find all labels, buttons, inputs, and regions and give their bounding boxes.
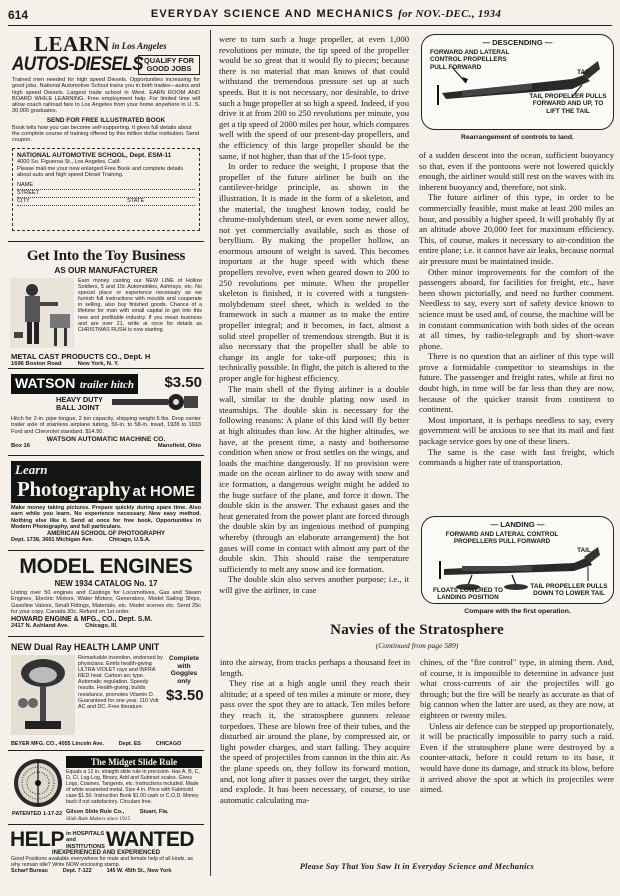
ad-help-body: Good Positions available everywhere for male and female help of all kinds, as why remain idle? Write NOW enclosing stamp.: [11, 856, 193, 868]
ad-autos-learn: LEARN: [34, 32, 111, 56]
navy-paragraph: They rise at a high angle until they reach their altitude; at a speed of ten miles a minute or more, they pass over the spot they are to attack. Ten miles before they reach it, the stratosphere gunners release torpedoes. These are blown free of their tubes, and the disturbed air around the plane, by compressed air, or light powder charges, and start falling. They acquire the speed of projectiles from cannon in the thin air. As the plane speeds on, they follow its forward motion, and, not long after it passes over the target, they strike and explode. It has been necessary, of course, to use automatic calculating ma-: [220, 678, 410, 805]
coupon-address: 4000 So. Figueroa St., Los Angeles, Calif.: [17, 158, 121, 165]
ad-autos-banner: [12, 32, 200, 74]
article-paragraph: In order to reduce the weight, I propose that the propeller of the future airliner be built on the cantilever-bridge principle, as shown in the illustration. It is made in the form of a skeleton, and the material, the toughest known today, could be chrome-molybdenum steel, or even some newer alloy, not yet commercially available, such as those of beryllium. By making the propeller hollow, an enormous amount of weight is saved. This becomes important at the huge speed with which these propellers revolve, even when geared down to 200 to 250 revolutions per minute. When the propeller skeleton is finished, it is covered with a tungsten-molybdenum steel sheet, which is welded to the framework in such a manner as to make the entire propeller integral; and it becomes, in fact, almost a solid steel propeller of tremendous strength. But it is also necessary that the propeller shall be able to change its angle for take-off purposes; this is technically possible. In flight, the pitch is altered to the proper angle for highest efficiency.: [219, 161, 409, 383]
coupon-fields: [17, 182, 195, 206]
coupon-field-state-label: STATE: [127, 197, 145, 204]
ad-slide-headline: The Midget Slide Rule: [66, 756, 202, 768]
ad-watson-feature1: HEAVY DUTY: [56, 395, 103, 404]
trailer-hitch-illustration: [110, 391, 200, 413]
ad-photography[interactable]: [8, 458, 204, 551]
ad-engines-address: 2417 N. Ashland Ave. Chicago, Ill.: [11, 623, 118, 630]
figure-descending: [421, 34, 614, 146]
page-number: 614: [8, 8, 29, 22]
ad-help-wanted[interactable]: [8, 827, 204, 876]
ad-autos-diesels[interactable]: [8, 30, 204, 242]
ad-health-lamp[interactable]: [8, 639, 204, 751]
ad-help-company: Scharf Bureau Dept. 7-122 145 W. 45th St., New York: [11, 868, 172, 874]
ad-autos-coupon[interactable]: [12, 148, 200, 231]
ad-slide-company: Gilson Slide Rule Co., Stuart, Fla.: [66, 809, 169, 815]
ad-autos-body2: Book tells how you can become self-supporting. It gives full details about the complete course of training offered by this million dollar institution. Send coupon.: [12, 124, 200, 144]
article-paragraph: The main shell of the flying airliner is a double wall, similar to the double plating now used in steamships. The double skin is necessary for the following reasons: A plane of this kind will fly better at high altitudes than low. At the higher altitudes, we have, at the present time, a nasty and bothersome condition when snow or frost settles on the wings, and loads the machine dangerously. If no provision were made on the ocean airliner to do away with snow and ice formation, a dangerous weight might be added to the huge surface of the plane, and force it down. The double skin is the answer. The exhaust gases and the heat generated from the power plant are forced through the double skin by an ingenious method of pumping whereby (through an elaborate arrangement) the hot gases will come in contact with almost any part of the double skin. This should raise the temperature sufficiently to melt any snow and ice formation.: [219, 383, 409, 574]
article-paragraph: There is no question that an airliner of this type will prove a formidable competitor to steamships in the future. The passenger and freight rates, while at first no doubt high, in time will be far less than they are now, because of the quicker transit from continent to continent.: [419, 351, 614, 415]
page-header: [8, 8, 612, 26]
ad-lamp-body: Remarkable invention, endorsed by physicians. Emits health-giving ULTRA VIOLET rays and INFRA RED heat. Carbon arc type. Automatic regulation. Speedy results. Health-giving, builds resistance, promotes Vitamin D. Guaranteed for one year. 110 Volt AC and DC. Free literature.: [78, 655, 163, 710]
navy-article-title: Navies of the Stratosphere: [330, 622, 504, 638]
navy-paragraph: Unless air defence can be stepped up proportionately, it will be practically impossible to parry such a raid. Even if the stratosphere plane were destroyed by a counter-attack, before it could return to its base, it would have done its damage, and struck its blow, before it arrived above the spot at which its projectiles were aimed.: [420, 720, 614, 795]
figure-landing-label-tail: TAIL: [577, 547, 591, 554]
ad-toy-headline: Get Into the Toy Business: [26, 248, 186, 264]
figure-landing-title: — LANDING —: [490, 520, 545, 529]
ad-watson-company: WATSON AUTOMATIC MACHINE CO.: [46, 435, 166, 443]
ad-toy-business[interactable]: [8, 244, 204, 369]
health-lamp-illustration: [11, 655, 75, 735]
ad-engines-company: HOWARD ENGINE & MFG., CO., Dept. S.M.: [11, 616, 153, 624]
ad-help-middle: in HOSPITALS and INSTITUTIONS: [66, 831, 105, 850]
figure-landing-caption: Compare with the first operation.: [464, 608, 571, 615]
article-paragraph: Most important, it is perhaps needless to say, every government will be anxious to see that its mail and fast package service goes by one of these liners.: [419, 414, 614, 447]
figure-descending-caption: Rearrangement of controls to land.: [461, 134, 574, 141]
ad-watson-brand: WATSON: [15, 375, 76, 391]
magazine-title: EVERYDAY SCIENCE AND MECHANICS: [150, 8, 394, 20]
ad-help-wanted: WANTED: [106, 828, 194, 851]
ad-help-help: HELP: [10, 828, 65, 851]
ad-photo-banner: [11, 461, 201, 503]
ad-photo-photography: Photography: [17, 477, 131, 501]
ad-toy-address: 1696 Boston Road New York, N. Y.: [11, 361, 119, 367]
ad-engines-body: Listing over 50 engines and Castings for Locomotives, Gas and Steam Engines, Electric Motors, Water Motors, Generators, Model Sailing Ships, Gasoline Valves, Small Fittings, Materials, etc. Model scenes etc. Send 25c for your copy. Canada 30c. Refund on 1st order.: [11, 590, 201, 615]
figure-landing-label-tail-prop: TAIL PROPELLER PULLS DOWN TO LOWER TAIL: [530, 583, 608, 598]
ad-slide-rule[interactable]: [8, 753, 204, 825]
navy-column-2: [420, 657, 614, 857]
article-paragraph: The same is the case with fast freight, which commands a higher rate of transportation.: [419, 446, 614, 468]
ad-photo-body: Make money taking pictures. Prepare quickly during spare time. Also earn while you learn. No experience necessary. New easy method. Nothing else like it. Send at once for free book, Opportunities in Modern Photography, and full particulars.: [11, 505, 201, 530]
ad-autos-in-la: in Los Angeles: [112, 41, 167, 51]
ad-lamp-price: $3.50: [166, 687, 204, 704]
figure-descending-label-tail: TAIL: [577, 69, 591, 76]
figure-landing-title-text: LANDING: [500, 520, 535, 529]
coupon-field-street-label: STREET: [17, 189, 40, 196]
article-column-1: [219, 34, 409, 602]
article-column-2: [419, 150, 614, 512]
ad-engines-headline: MODEL ENGINES: [19, 555, 193, 578]
figure-landing: [421, 516, 614, 618]
navy-column-1: [220, 657, 410, 857]
ad-model-engines[interactable]: [8, 553, 204, 637]
coupon-text: Please mail me your new enlarged Free Book and complete details about auto and high speed Diesel Training.: [17, 165, 184, 179]
coupon-field-name[interactable]: [17, 182, 195, 190]
coupon-field-city[interactable]: [17, 198, 195, 206]
ad-watson-box: Box 16: [11, 442, 31, 449]
ad-lamp-company: BEYER MFG. CO., 4055 Lincoln Ave. Dept. ES CHICAGO: [11, 741, 182, 747]
page-footer: Please Say That You Saw It in Everyday Science and Mechanics: [299, 862, 535, 871]
coupon-school: NATIONAL AUTOMOTIVE SCHOOL, Dept. ESM-11: [17, 151, 172, 159]
figure-descending-title: — DESCENDING —: [482, 38, 553, 47]
ad-photo-learn: Learn: [15, 462, 48, 477]
navy-paragraph: chines, of the "fire control" type, in aiming them. And, of course, it is impossible to determine in advance just what cross-currents of air the projectiles will go through; but the fire will be nearly as accurate as that of big cannon when the latter are used, as they are now, at eighteen or twenty miles.: [420, 657, 614, 720]
ad-watson-product: trailer hitch: [79, 379, 134, 391]
navy-paragraph: into the airway, from tracks perhaps a thousand feet in length.: [220, 657, 410, 678]
coupon-field-name-label: NAME: [17, 181, 34, 188]
article-paragraph: The double skin also serves another purpose; i.e., it will give the airliner, in case: [219, 574, 409, 595]
ad-column: [8, 30, 211, 876]
issue-date: for NOV.-DEC., 1934: [398, 8, 502, 20]
figure-descending-label-forward: FORWARD AND LATERAL CONTROL PROPELLERS PULL FORWARD: [430, 49, 510, 71]
article-paragraph: of a sudden descent into the ocean, sufficient buoyancy so that, even if the pontoons were not lowered quickly enough, the airliner would still rest on the waves with its inherent buoyancy and, therefore, not sink.: [419, 150, 614, 192]
figure-descending-title-text: DESCENDING: [492, 38, 543, 47]
ad-watson-feature2: BALL JOINT: [56, 403, 100, 412]
ad-slide-maker: Slide Rule Makers since 1915: [66, 816, 131, 822]
ad-toy-sub: AS OUR MANUFACTURER: [54, 266, 158, 275]
article-paragraph: were to turn such a huge propeller, at even 1,000 revolutions per minute, the tip speed of the propeller would be so great that it would fly to pieces; because there is no material that man knows of that could withstand the tremendous pressure set up at such speeds. But it is not necessary, nor desirable, to drive such a huge propeller at so high a speed. Indeed, if you drive it at from 200 to 250 revolutions per minute, you get a tip speed of 2000 miles per hour, which compares well with the speed of our present-day propellers, and the efficiency of this large propeller should be the same, if not higher, than that of the 15-foot type.: [219, 34, 409, 161]
ad-watson-body: Hitch for 2-in. pipe tongue, 2 ton capacity, shipping weight 6 lbs. Drop center trailer axle of stainless airplane tubing, 56-in. to 58-in. tread, 1928 to 1933 Ford and Chevrolet standard, $14.50.: [11, 416, 201, 435]
ad-photo-address: Dept. 1738, 3601 Michigan Ave. Chicago, U.S.A.: [11, 537, 151, 544]
figure-landing-frame: [421, 516, 614, 604]
figure-landing-label-floats: FLOATS LOWERED TO LANDING POSITION: [432, 587, 504, 602]
ad-lamp-headline: NEW Dual Ray HEALTH LAMP UNIT: [11, 642, 160, 652]
ad-photo-at-home: at HOME: [132, 483, 195, 500]
ad-engines-catalog: NEW 1934 CATALOG No. 17: [54, 579, 158, 588]
navy-continued-link[interactable]: (Continued from page 589): [375, 641, 459, 650]
ad-autos-brand: AUTOS-DIESELS: [12, 52, 144, 75]
figure-descending-label-tail-prop: TAIL PROPELLER PULLS FORWARD AND UP, TO LIFT THE TAIL: [529, 93, 607, 115]
ad-autos-body: Trained men needed for high speed Diesels. Opportunities increasing for good jobs. National Automotive School trains you in both trades—autos and high speed Diesels. Largest trade school in West. EARN ROOM AND BOARD WHILE LEARNING. Free employment help. For limited time will allow coach railroad fare to Los Angeles from your home anywhere in U. S. 30,000 graduates.: [12, 77, 200, 115]
ad-watson-hitch[interactable]: [8, 371, 204, 456]
ad-autos-send: SEND FOR FREE ILLUSTRATED BOOK: [46, 116, 166, 124]
ad-toy-company: METAL CAST PRODUCTS CO., Dept. H: [11, 352, 151, 361]
running-head: [40, 8, 612, 20]
figure-descending-frame: [421, 34, 614, 130]
ad-autos-badge: QUALIFY FOR GOOD JOBS: [138, 55, 200, 75]
coupon-field-city-label: CITY: [17, 197, 30, 204]
article-paragraph: Other minor improvements for the comfort of the passengers aboard, for facilities for freight, etc., have been shown pictorially, and need no further comment. Needless to say, every sort of safety device known to science must be used and, of course, the machine will be in constant communication with both sides of the ocean at all times, by radio-telegraph and by short-wave phone.: [419, 266, 614, 351]
ad-slide-body: Equals a 12 in. straight slide rule in precision. Has A, B, C, D, CI, Log-Log, Binary, Add and Subtract scales. Gives Logs, Cosines, Tangents, etc. Instructions included. Made of white enameled metal. Size 4 in. Price with Fabricoid case $1.50. Instruction Book $1.00 cash or C.O.D. Money back if not satisfactory. Circulars free.: [66, 769, 200, 805]
ad-toy-body: Earn money casting our NEW LINE of Hollow Soldiers, 5 and 10c Automobiles, Ashtrays, etc. No special place or experience necessary as we furnish full instructions with moulds and cooperate in selling, also buy finished goods. Chance of a lifetime for man with small capital to get into this new and profitable industry. If you mean business and are over 21, write at once for details as CHRISTMAS RUSH is now starting.: [78, 278, 202, 333]
figure-landing-label-forward: FORWARD AND LATERAL CONTROL PROPELLERS PULL FORWARD: [445, 531, 559, 546]
ad-watson-city: Mansfield, Ohio: [157, 442, 201, 449]
article-paragraph: The future airliner of this type, in order to be commercially feasible, must make at least 200 miles an hour, and possibly a higher speed. It will probably fly at an altitude above 20,000 feet for maximum efficiency. This, of course, makes it necessary to air-condition the entire plane; i.e. it cannot have air leaks, because normal air pressure must be maintained inside.: [419, 192, 614, 266]
ad-watson-price: $3.50: [164, 374, 202, 391]
toy-worker-illustration: [10, 278, 74, 348]
coupon-field-street[interactable]: [17, 190, 195, 198]
ad-lamp-goggles: Complete with Goggles only: [168, 655, 200, 685]
ad-help-sub: INEXPERIENCED AND EXPERIENCED: [51, 850, 161, 856]
ad-slide-patent: PATENTED 1-17-22: [12, 811, 63, 817]
ad-photo-school: AMERICAN SCHOOL OF PHOTOGRAPHY: [46, 531, 166, 538]
slide-rule-dial-illustration: [12, 757, 64, 809]
